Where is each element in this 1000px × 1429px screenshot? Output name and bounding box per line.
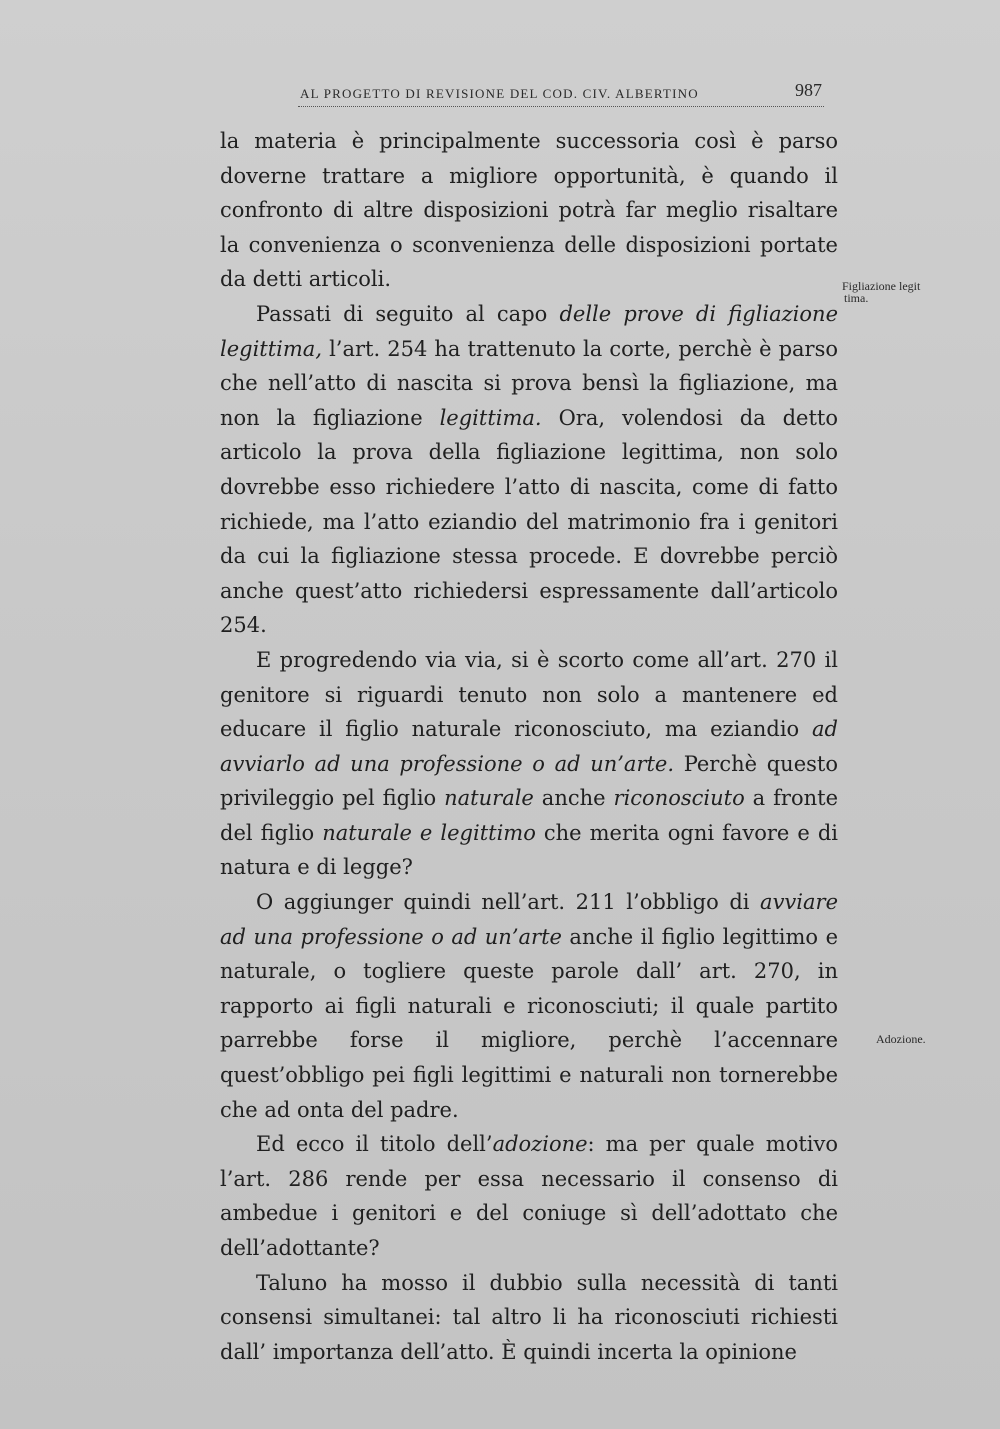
- paragraph-3-italic-b: ad avviarlo ad una professione o ad un’arte.: [220, 717, 838, 776]
- paragraph-6: [220, 1266, 838, 1370]
- paragraph-3-text-i: che merita ogni favore e di natura e di legge?: [220, 820, 839, 880]
- margin-note-adozione: Adozione.: [876, 1032, 926, 1046]
- page-header: [298, 80, 824, 107]
- paragraph-3-italic-d: naturale: [444, 786, 534, 811]
- paragraph-3: [220, 643, 838, 885]
- paragraph-2-text-a: Passati di seguito al capo: [256, 301, 560, 326]
- paragraph-4: [220, 885, 838, 1127]
- paragraph-2-italic-b: delle prove di figliazione legittima,: [220, 301, 838, 361]
- paragraph-5-italic-b: adozione: [492, 1132, 588, 1157]
- paragraph-5-text-a: Ed ecco il titolo dell’: [256, 1132, 493, 1157]
- running-head: AL PROGETTO DI REVISIONE DEL COD. CIV. ALBERTINO: [300, 86, 699, 101]
- paragraph-6-text: Taluno ha mosso il dubbio sulla necessità di tanti consensi simultanei: tal altro li ha riconosciuti richiesti dall’ importanza dell’atto. È quindi incerta la opinione: [220, 1270, 838, 1364]
- paragraph-2-text-e: Ora, volendosi da detto articolo la prova della figliazione legittima, non solo dovrebbe esso richiedere l’atto di nascita, come di fatto richiede, ma l’atto eziandio del matrimonio fra i genitori da cui la figliazione stessa procede. E dovrebbe perciò anche quest’atto richiedersi espressamente dall’articolo 254.: [220, 405, 839, 638]
- paragraph-3-text-g: a fronte del figlio: [220, 786, 839, 845]
- paragraph-3-italic-h: naturale e legittimo: [322, 820, 536, 845]
- paragraph-4-text-c: anche il figlio legittimo e naturale, o togliere queste parole dall’ art. 270, in rapporto ai figli naturali e riconosciuti; il quale partito parrebbe forse il migliore, perchè l’accennare quest’obbligo pei figli legittimi e naturali non tornerebbe che ad onta del padre.: [220, 924, 838, 1122]
- paragraph-5-text-c: : ma per quale motivo l’art. 286 rende per essa necessario il consenso di ambedue i genitori e del coniuge sì dell’adottato che dell’adottante?: [220, 1132, 838, 1260]
- body-text: [220, 124, 838, 1369]
- paragraph-2-text-c: l’art. 254 ha trattenuto la corte, perchè è parso che nell’atto di nascita si prova bensì la figliazione, ma non la figliazione: [220, 336, 838, 430]
- margin-note-figliazione: [842, 280, 962, 304]
- page-number: 987: [795, 80, 822, 100]
- paragraph-3-text-a: E progredendo via via, si è scorto come all’art. 270 il genitore si riguardi tenuto non solo a mantenere ed educare il figlio naturale riconosciuto, ma eziandio: [220, 647, 838, 742]
- paragraph-1-text: la materia è principalmente successoria così è parso doverne trattare a migliore opportunità, è quando il confronto di altre disposizioni potrà far meglio risaltare la convenienza o sconvenienza delle disposizioni portate da detti articoli.: [220, 129, 838, 292]
- paragraph-3-text-c: Perchè questo privileggio pel figlio: [220, 751, 838, 811]
- margin-note-figliazione-line-1: Figliazione legit: [842, 279, 921, 293]
- paragraph-3-text-e: anche: [533, 786, 614, 811]
- paragraph-1: [220, 124, 838, 297]
- paragraph-3-italic-f: riconosciuto: [613, 786, 745, 811]
- paragraph-5: [220, 1127, 838, 1265]
- paragraph-2-italic-d: legittima.: [439, 405, 542, 430]
- margin-note-figliazione-line-2: tima.: [844, 291, 869, 305]
- paragraph-4-text-a: O aggiunger quindi nell’art. 211 l’obbligo di: [256, 890, 761, 915]
- paragraph-4-italic-b: avviare ad una professione o ad un’arte: [220, 890, 838, 949]
- paragraph-2: [220, 297, 838, 643]
